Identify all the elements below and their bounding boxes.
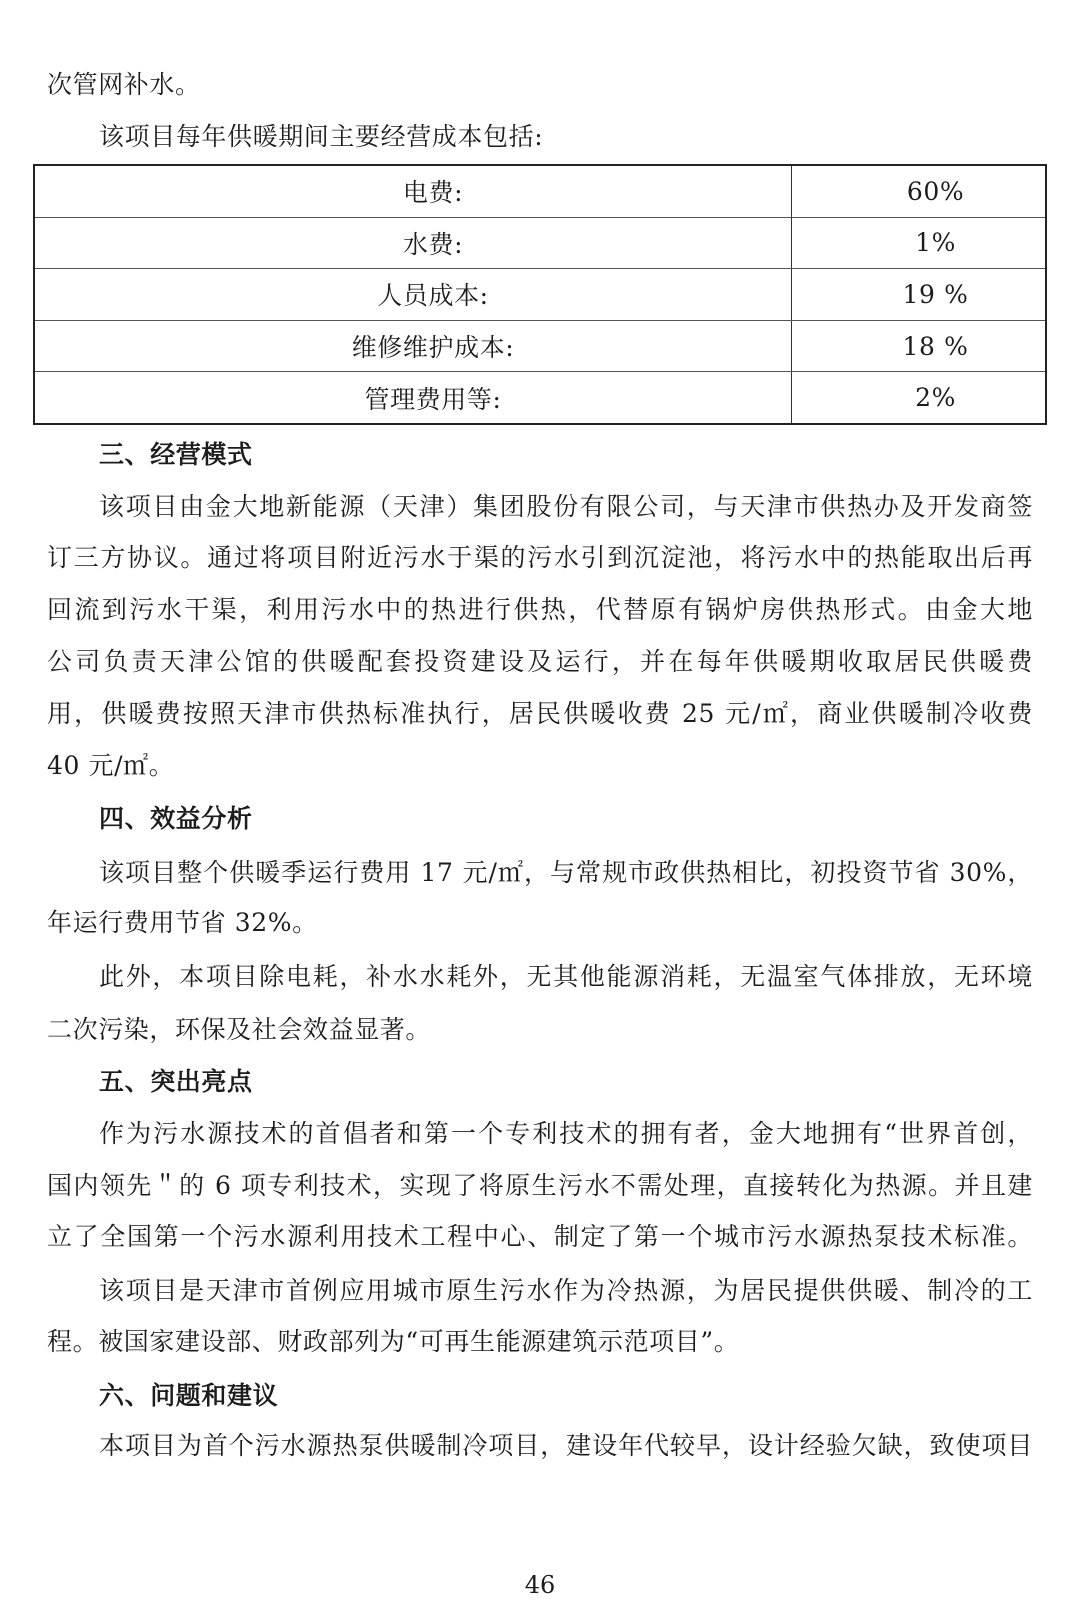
paragraph-line: 二次污染，环保及社会效益显著。 — [47, 1015, 432, 1044]
cost-item-label: 人员成本: — [34, 269, 792, 321]
page-number: 46 — [524, 1571, 556, 1599]
paragraph-line: 回流到污水干渠，利用污水中的热进行供热，代替原有锅炉房供热形式。由金大地 — [47, 595, 1033, 624]
section-heading-issues-suggestions: 六、问题和建议 — [99, 1381, 279, 1410]
cost-intro: 该项目每年供暖期间主要经营成本包括: — [99, 122, 544, 151]
cost-item-share: 19 % — [792, 269, 1047, 321]
section-heading-benefit-analysis: 四、效益分析 — [99, 804, 253, 833]
table-row — [34, 269, 1046, 321]
cost-item-label: 维修维护成本: — [34, 320, 792, 372]
table-row — [34, 165, 1046, 217]
paragraph-line: 40 元/㎡。 — [47, 751, 175, 780]
table-row — [34, 320, 1046, 372]
cost-item-share: 18 % — [792, 320, 1047, 372]
section-heading-highlights: 五、突出亮点 — [99, 1067, 253, 1096]
paragraph-line: 作为污水源技术的首倡者和第一个专利技术的拥有者，金大地拥有“世界首创， — [99, 1119, 1033, 1148]
cost-table — [33, 164, 1047, 425]
table-row — [34, 217, 1046, 269]
paragraph-line: 该项目整个供暖季运行费用 17 元/㎡，与常规市政供热相比，初投资节省 30%， — [99, 858, 1033, 887]
continuation-line: 次管网补水。 — [47, 70, 201, 99]
cost-item-label: 水费: — [34, 217, 792, 269]
paragraph-line: 该项目由金大地新能源（天津）集团股份有限公司，与天津市供热办及开发商签 — [99, 492, 1033, 521]
paragraph-line: 程。被国家建设部、财政部列为“可再生能源建筑示范项目”。 — [47, 1327, 740, 1356]
cost-item-label: 电费: — [34, 165, 792, 217]
section-heading-operation-mode: 三、经营模式 — [99, 440, 253, 469]
paragraph-line: 该项目是天津市首例应用城市原生污水作为冷热源，为居民提供供暖、制冷的工 — [99, 1276, 1033, 1305]
paragraph-line: 年运行费用节省 32%。 — [47, 908, 318, 937]
cost-item-share: 60% — [792, 165, 1047, 217]
paragraph-line: 此外，本项目除电耗，补水水耗外，无其他能源消耗，无温室气体排放，无环境 — [99, 962, 1033, 991]
cost-item-share: 1% — [792, 217, 1047, 269]
cost-item-share: 2% — [792, 372, 1047, 424]
paragraph-line: 用，供暖费按照天津市供热标准执行，居民供暖收费 25 元/㎡，商业供暖制冷收费 — [47, 699, 1033, 728]
paragraph-line: 国内领先＂的 6 项专利技术，实现了将原生污水不需处理，直接转化为热源。并且建 — [47, 1171, 1033, 1200]
paragraph-line: 立了全国第一个污水源利用技术工程中心、制定了第一个城市污水源热泵技术标准。 — [47, 1222, 1033, 1251]
paragraph-line: 公司负责天津公馆的供暖配套投资建设及运行，并在每年供暖期收取居民供暖费 — [47, 647, 1033, 676]
paragraph-line: 本项目为首个污水源热泵供暖制冷项目，建设年代较早，设计经验欠缺，致使项目 — [99, 1431, 1033, 1460]
paragraph-line: 订三方协议。通过将项目附近污水于渠的污水引到沉淀池，将污水中的热能取出后再 — [47, 543, 1033, 572]
table-row — [34, 372, 1046, 424]
cost-item-label: 管理费用等: — [34, 372, 792, 424]
